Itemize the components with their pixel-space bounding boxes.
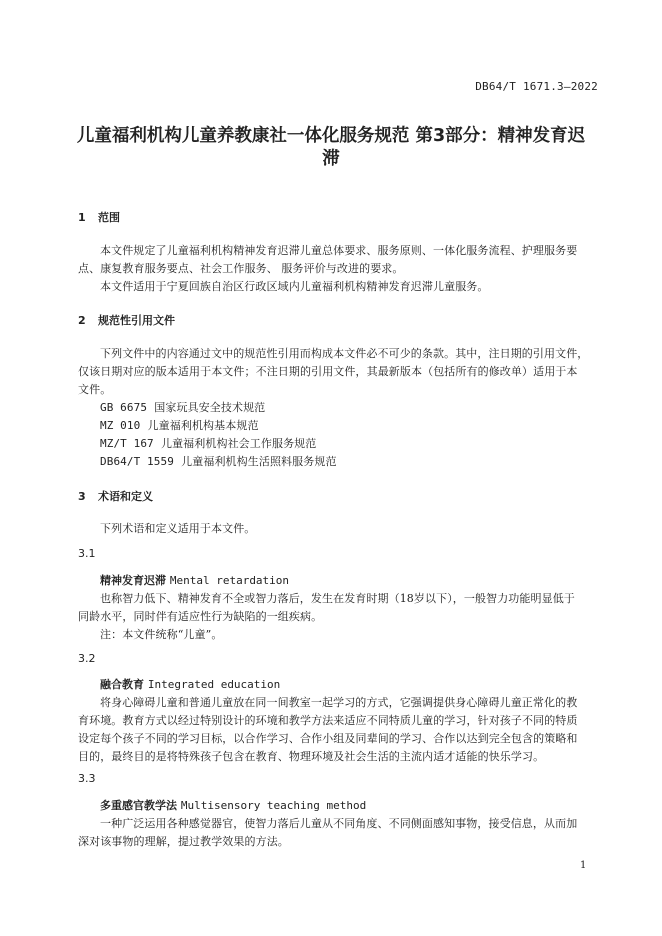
paragraph-line: 目的，最终目的是将特殊孩子包含在教育、物理环境及社会生活的主流内适才适能的快乐学习。 bbox=[78, 750, 545, 763]
document-title-line-2: 滞 bbox=[322, 149, 340, 169]
paragraph-line: 文件。 bbox=[78, 383, 112, 396]
paragraph-line: 同龄水平，同时伴有适应性行为缺陷的一组疾病。 bbox=[78, 610, 323, 623]
reference-code: MZ 010 bbox=[100, 419, 141, 432]
section-number: 2 bbox=[78, 314, 86, 327]
section-number: 1 bbox=[78, 211, 86, 224]
reference-item bbox=[100, 417, 259, 433]
reference-code: DB64/T 1559 bbox=[100, 455, 174, 468]
reference-title: 儿童福利机构基本规范 bbox=[147, 419, 259, 432]
term-cn: 多重感官教学法 bbox=[100, 799, 177, 812]
reference-title: 儿童福利机构社会工作服务规范 bbox=[160, 437, 317, 450]
term-cn: 精神发育迟滞 bbox=[100, 574, 166, 587]
term-note: 注：本文件统称“儿童”。 bbox=[100, 628, 223, 641]
term-number: 3.3 bbox=[78, 772, 96, 785]
paragraph-line: 点、康复教育服务要点、社会工作服务、 服务评价与改进的要求。 bbox=[78, 262, 404, 275]
section-heading bbox=[78, 312, 175, 328]
paragraph-line: 一种广泛运用各种感觉器官，使智力落后儿童从不同角度、不同侧面感知事物，接受信息，从而加 bbox=[100, 817, 578, 830]
section-title: 术语和定义 bbox=[98, 490, 153, 503]
paragraph-line: 本文件规定了儿童福利机构精神发育迟滞儿童总体要求、服务原则、一体化服务流程、护理服务要 bbox=[100, 244, 578, 257]
term-en: Multisensory teaching method bbox=[180, 799, 367, 812]
paragraph-line: 设定每个孩子不同的学习目标，以合作学习、合作小组及同辈间的学习、合作以达到完全包含的策略和 bbox=[78, 732, 578, 745]
paragraph-line: 本文件适用于宁夏回族自治区行政区域内儿童福利机构精神发育迟滞儿童服务。 bbox=[100, 280, 489, 293]
document-code: DB64/T 1671.3—2022 bbox=[475, 80, 598, 93]
reference-item bbox=[100, 453, 337, 469]
paragraph-line: 将身心障碍儿童和普通儿童放在同一间教室一起学习的方式，它强调提供身心障碍儿童正常化的教 bbox=[100, 696, 578, 709]
section-heading bbox=[78, 488, 153, 504]
reference-title: 儿童福利机构生活照料服务规范 bbox=[181, 455, 337, 468]
term-en: Integrated education bbox=[147, 678, 281, 691]
paragraph-line: 下列文件中的内容通过文中的规范性引用而构成本文件必不可少的条款。其中，注日期的引用文件， bbox=[100, 347, 589, 360]
document-title-line-1: 儿童福利机构儿童养教康社一体化服务规范 第3部分：精神发育迟 bbox=[76, 126, 586, 146]
term-number: 3.2 bbox=[78, 652, 96, 665]
paragraph-line: 下列术语和定义适用于本文件。 bbox=[100, 522, 256, 535]
section-heading bbox=[78, 209, 120, 225]
section-title: 范围 bbox=[98, 211, 120, 224]
section-title: 规范性引用文件 bbox=[98, 314, 175, 327]
paragraph-line: 育环境。教育方式以经过特别设计的环境和教学方法来适应不同特质儿童的学习，针对孩子不同的特质 bbox=[78, 714, 578, 727]
reference-code: GB 6675 bbox=[100, 401, 148, 414]
term-number: 3.1 bbox=[78, 547, 96, 560]
paragraph-line: 仅该日期对应的版本适用于本文件；不注日期的引用文件，其最新版本（包括所有的修改单）适用于本 bbox=[78, 365, 578, 378]
term-en: Mental retardation bbox=[169, 574, 290, 587]
reference-item bbox=[100, 435, 316, 451]
page-number: 1 bbox=[580, 860, 587, 871]
section-number: 3 bbox=[78, 490, 86, 503]
term-cn: 融合教育 bbox=[100, 678, 144, 691]
paragraph-line: 深对该事物的理解，提过教学效果的方法。 bbox=[78, 835, 289, 848]
reference-title: 国家玩具安全技术规范 bbox=[154, 401, 266, 414]
reference-code: MZ/T 167 bbox=[100, 437, 154, 450]
reference-item bbox=[100, 399, 265, 415]
term-heading bbox=[100, 676, 280, 692]
paragraph-line: 也称智力低下、精神发育不全或智力落后，发生在发育时期（18岁以下），一般智力功能明显低于 bbox=[100, 592, 575, 605]
term-heading bbox=[100, 572, 289, 588]
term-heading bbox=[100, 797, 366, 813]
